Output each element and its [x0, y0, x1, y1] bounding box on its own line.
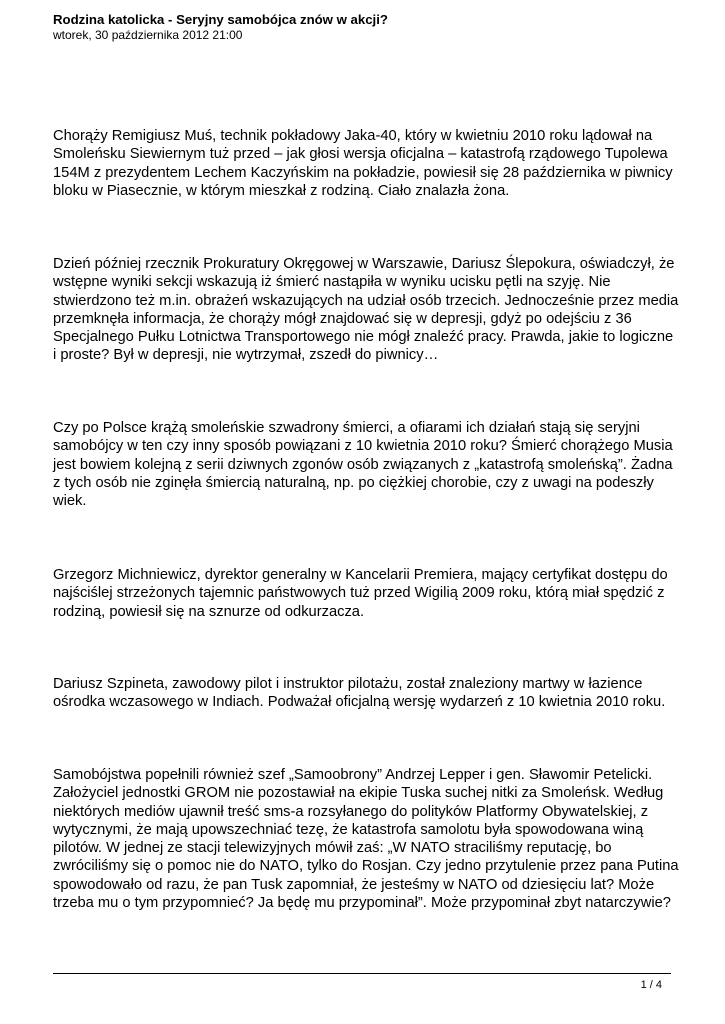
footer-divider	[53, 973, 671, 974]
article-title: Rodzina katolicka - Seryjny samobójca znów w akcji?	[53, 12, 388, 27]
paragraph: Dariusz Szpineta, zawodowy pilot i instruktor pilotażu, został znaleziony martwy w łazience ośrodka wczasowego w Indiach. Podważał oficjalną wersję wydarzeń z 10 kwietnia 2010 roku.	[53, 676, 666, 711]
paragraph: Chorąży Remigiusz Muś, technik pokładowy Jaka-40, który w kwietniu 2010 roku lądował na Smoleńsku Siewiernym tuż przed – jak głosi wersja oficjalna – katastrofą rządowego Tupolewa 154M z prezydentem Lechem Kaczyńskim na pokładzie, powiesił się 28 października w piwnicy bloku w Piasecznie, w którym mieszkał z rodziną. Ciało znalazła żona.	[53, 128, 673, 199]
paragraph: Czy po Polsce krążą smoleńskie szwadrony śmierci, a ofiarami ich działań stają się seryjni samobójcy w ten czy inny sposób powiązani z 10 kwietnia 2010 roku? Śmierć chorążego Musia jest bowiem kolejną z serii dziwnych zgonów osób związanych z „katastrofą smoleńską”. Żadna z tych osób nie zginęła śmiercią naturalną, np. po ciężkiej chorobie, czy z uwagi na podeszły wiek.	[53, 420, 673, 510]
paragraph: Grzegorz Michniewicz, dyrektor generalny w Kancelarii Premiera, mający certyfikat dostępu do najściślej strzeżonych tajemnic państwowych tuż przed Wigilią 2009 roku, którą miał spędzić z rodziną, powiesił się na sznurze od odkurzacza.	[53, 567, 668, 620]
paragraph: Samobójstwa popełnili również szef „Samoobrony” Andrzej Lepper i gen. Sławomir Petelicki. Założyciel jednostki GROM nie pozostawiał na ekipie Tuska suchej nitki za Smoleńsk. Według niektórych mediów ujawnił treść sms-a rozsyłanego do polityków Platformy Obywatelskiej, z wytycznymi, że mają upowszechniać tezę, że katastrofa samolotu była spowodowana winą pilotów. W jednej ze stacji telewizyjnych mówił zaś: „W NATO straciliśmy reputację, bo zwróciliśmy się o pomoc nie do NATO, tylko do Rosjan. Czy jedno przytulenie przez pana Putina spowodowało od razu, że pan Tusk zapomniał, że jesteśmy w NATO od dziesięciu lat? Może trzeba mu o tym przypomnieć? Ja będę mu przypominał”. Może przypominał zbyt natarczywie?	[53, 767, 679, 912]
article-date: wtorek, 30 października 2012 21:00	[53, 28, 243, 42]
paragraph: Dzień później rzecznik Prokuratury Okręgowej w Warszawie, Dariusz Ślepokura, oświadczył, że wstępne wyniki sekcji wskazują iż śmierć nastąpiła w wyniku ucisku pętli na szyję. Nie stwierdzono też m.in. obrażeń wskazujących na udział osób trzecich. Jednocześnie przez media przemknęła informacja, że chorąży mógł znajdować się w depresji, gdyż po odejściu z 36 Specjalnego Pułku Lotnictwa Transportowego nie mógł znaleźć pracy. Prawda, jakie to logiczne i proste? Był w depresji, nie wytrzymał, zszedł do piwnicy…	[53, 256, 679, 364]
document-header	[53, 11, 673, 43]
page-number: 1 / 4	[640, 979, 662, 991]
